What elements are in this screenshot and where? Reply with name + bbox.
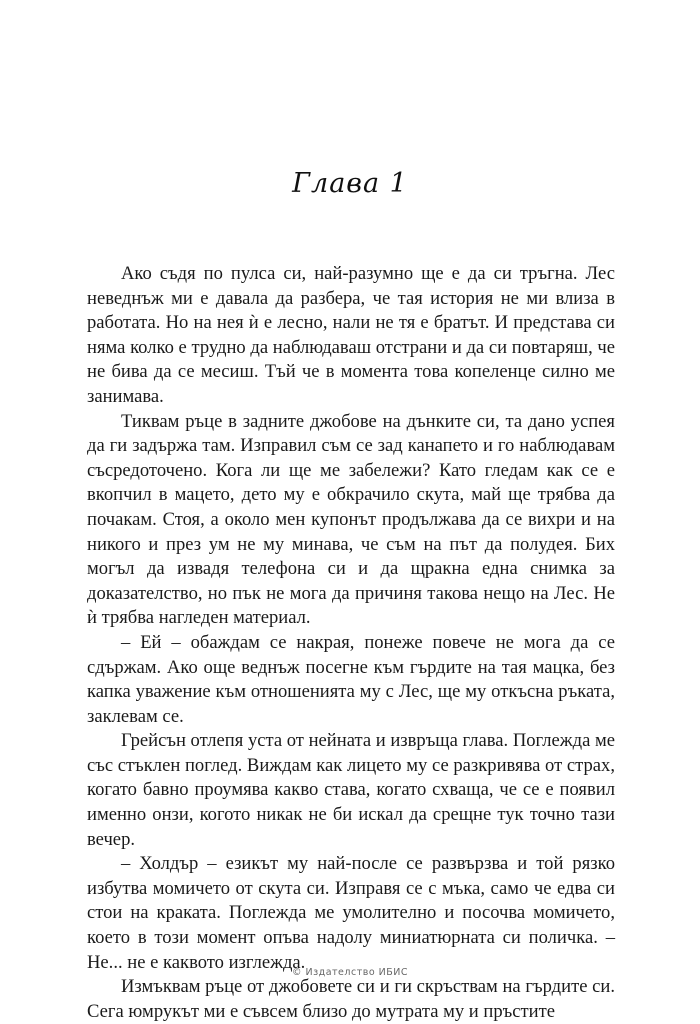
body-text xyxy=(87,262,615,1024)
paragraph: Грейсън отлепя уста от нейната и извръща глава. Поглежда ме със стъклен поглед. Виждам как лицето му се разкривява от страх, когато бавно проумява какво става, когато схваща, че се е появил именно онзи, когото никак не би искал да срещне тук точно тази вечер. xyxy=(87,730,615,850)
paragraph: Ако съдя по пулса си, най-разумно ще е да си тръгна. Лес неведнъж ми е давала да разбера, че тая история не ми влиза в работата. Но на нея ѝ е лесно, нали не тя е братът. И представа си няма колко е трудно да наблюдаваш отстрани и да си повтаряш, че не бива да се месиш. Тъй че в момента това копеленце силно ме занимава. xyxy=(87,263,615,407)
paragraph: – Холдър – езикът му най-после се развързва и той рязко избутва момичето от скута си. Изправя се с мъка, само че едва си стои на краката. Поглежда ме умолително и посочва момичето, което в този момент опъва надолу миниатюрната си поличка. – Не... не е каквото изглежда. xyxy=(87,853,615,973)
paragraph: Измъквам ръце от джобовете си и ги скръствам на гърдите си. Сега юмрукът ми е съвсем близо до мутрата му и пръстите xyxy=(87,976,615,1022)
chapter-title: Глава 1 xyxy=(292,168,408,199)
paragraph: Тиквам ръце в задните джобове на дънките си, та дано успея да ги задържа там. Изправил съм се зад канапето и го наблюдавам съсредоточено. Кога ли ще ме забележи? Като гледам как се е вкопчил в мацето, дето му е обкрачило скута, май ще трябва да почакам. Стоя, а около мен купонът продължава да се вихри и на никого и през ум не му минава, че съм на път да полудея. Бих могъл да извадя телефона си и да щракна една снимка за доказателство, но пък не мога да причиня такова нещо на Лес. Не ѝ трябва нагледен материал. xyxy=(87,410,615,629)
publisher-footer: © Издателство ИБИС xyxy=(291,967,409,978)
paragraph: – Ей – обаждам се накрая, понеже повече не мога да се сдържам. Ако още веднъж посегне към гърдите на тая мацка, без капка уважение към отношенията му с Лес, ще му откъсна ръката, заклевам се. xyxy=(87,631,615,727)
